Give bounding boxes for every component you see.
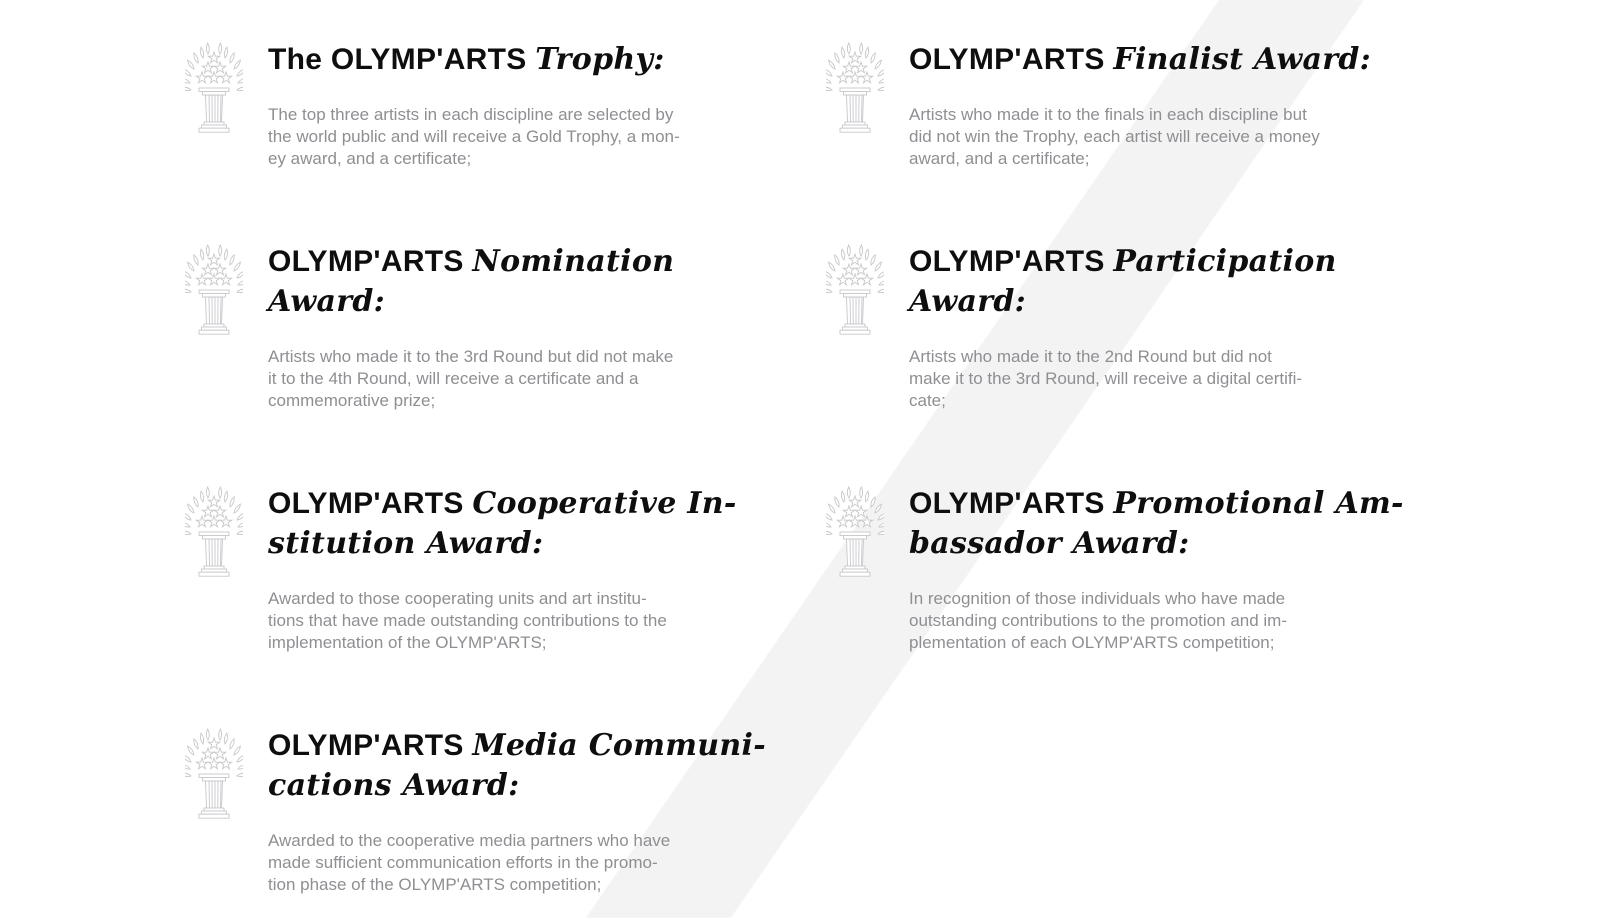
award-title-segment: Participation: [1113, 244, 1337, 279]
laurel-column-stars-trophy-icon: [826, 484, 884, 584]
award-title-segment: Media Communi-: [472, 728, 766, 763]
award-title-segment: Nomination: [472, 244, 675, 279]
award-title: [268, 40, 712, 80]
award-text: [909, 242, 1353, 412]
award-description-line: make it to the 3rd Round, will receive a digital certifi-: [909, 369, 1303, 388]
award-title: [909, 484, 1404, 564]
award-description: [909, 104, 1353, 170]
award-title-segment: OLYMP'ARTS: [909, 43, 1114, 76]
award-description: [909, 346, 1353, 412]
award-title-segment: bassador Award:: [909, 526, 1190, 561]
award-description-line: ey award, and a certificate;: [268, 149, 472, 168]
award-description: [268, 104, 712, 170]
award-description-line: commemorative prize;: [268, 391, 436, 410]
award-item-cooperative-institution-award: [185, 484, 737, 654]
award-title-segment: Award:: [909, 284, 1026, 319]
award-title-segment: cations Award:: [268, 768, 520, 803]
laurel-column-stars-trophy-icon: [185, 40, 243, 140]
award-text: [268, 242, 712, 412]
award-description-line: it to the 4th Round, will receive a certificate and a: [268, 369, 639, 388]
laurel-column-stars-trophy-icon: [185, 484, 243, 584]
award-title-segment: Cooperative In-: [472, 486, 737, 521]
award-title: [909, 242, 1353, 322]
laurel-column-stars-trophy-icon: [826, 40, 884, 140]
award-description: [268, 588, 712, 654]
award-description-line: the world public and will receive a Gold Trophy, a mon-: [268, 127, 680, 146]
award-description-line: Awarded to those cooperating units and art institu-: [268, 589, 647, 608]
award-description-line: award, and a certificate;: [909, 149, 1090, 168]
award-description-line: Awarded to the cooperative media partners who have: [268, 831, 671, 850]
award-item-participation-award: [826, 242, 1353, 412]
award-description-line: did not win the Trophy, each artist will receive a money: [909, 127, 1320, 146]
award-item-trophy: [185, 40, 712, 170]
award-title: [268, 726, 766, 806]
award-title-segment: Award:: [268, 284, 385, 319]
laurel-column-stars-trophy-icon: [185, 726, 243, 826]
award-description-line: The top three artists in each discipline are selected by: [268, 105, 674, 124]
award-item-nomination-award: [185, 242, 712, 412]
laurel-column-stars-trophy-icon: [826, 242, 884, 342]
laurel-column-stars-trophy-icon: [185, 242, 243, 342]
award-description: [268, 346, 712, 412]
award-text: [909, 484, 1404, 654]
award-description-line: Artists who made it to the 2nd Round but did not: [909, 347, 1272, 366]
award-description: [268, 830, 712, 896]
award-title: [268, 242, 712, 322]
award-description-line: cate;: [909, 391, 946, 410]
award-item-promotional-ambassador-award: [826, 484, 1404, 654]
award-description-line: implementation of the OLYMP'ARTS;: [268, 633, 547, 652]
award-title-segment: Promotional Am-: [1113, 486, 1404, 521]
award-text: [268, 40, 712, 170]
award-description-line: plementation of each OLYMP'ARTS competition;: [909, 633, 1275, 652]
award-title-segment: OLYMP'ARTS: [268, 245, 473, 278]
award-description-line: outstanding contributions to the promotion and im-: [909, 611, 1288, 630]
award-title-segment: OLYMP'ARTS: [268, 487, 473, 520]
award-description: [909, 588, 1353, 654]
award-description-line: Artists who made it to the finals in each discipline but: [909, 105, 1307, 124]
award-title-segment: The OLYMP'ARTS: [268, 43, 536, 76]
award-title-segment: OLYMP'ARTS: [909, 245, 1114, 278]
award-title-segment: Finalist Award:: [1113, 42, 1371, 77]
award-title: [268, 484, 737, 564]
award-title: [909, 40, 1371, 80]
award-text: [268, 484, 737, 654]
award-description-line: tions that have made outstanding contributions to the: [268, 611, 667, 630]
award-description-line: made sufficient communication efforts in the promo-: [268, 853, 658, 872]
award-title-segment: OLYMP'ARTS: [909, 487, 1114, 520]
award-item-finalist-award: [826, 40, 1371, 170]
award-text: [909, 40, 1371, 170]
award-description-line: Artists who made it to the 3rd Round but did not make: [268, 347, 674, 366]
award-title-segment: stitution Award:: [268, 526, 544, 561]
award-title-segment: Trophy:: [535, 42, 665, 77]
award-description-line: In recognition of those individuals who have made: [909, 589, 1286, 608]
award-text: [268, 726, 766, 896]
award-item-media-communications-award: [185, 726, 766, 896]
award-description-line: tion phase of the OLYMP'ARTS competition;: [268, 875, 602, 894]
award-title-segment: OLYMP'ARTS: [268, 729, 473, 762]
